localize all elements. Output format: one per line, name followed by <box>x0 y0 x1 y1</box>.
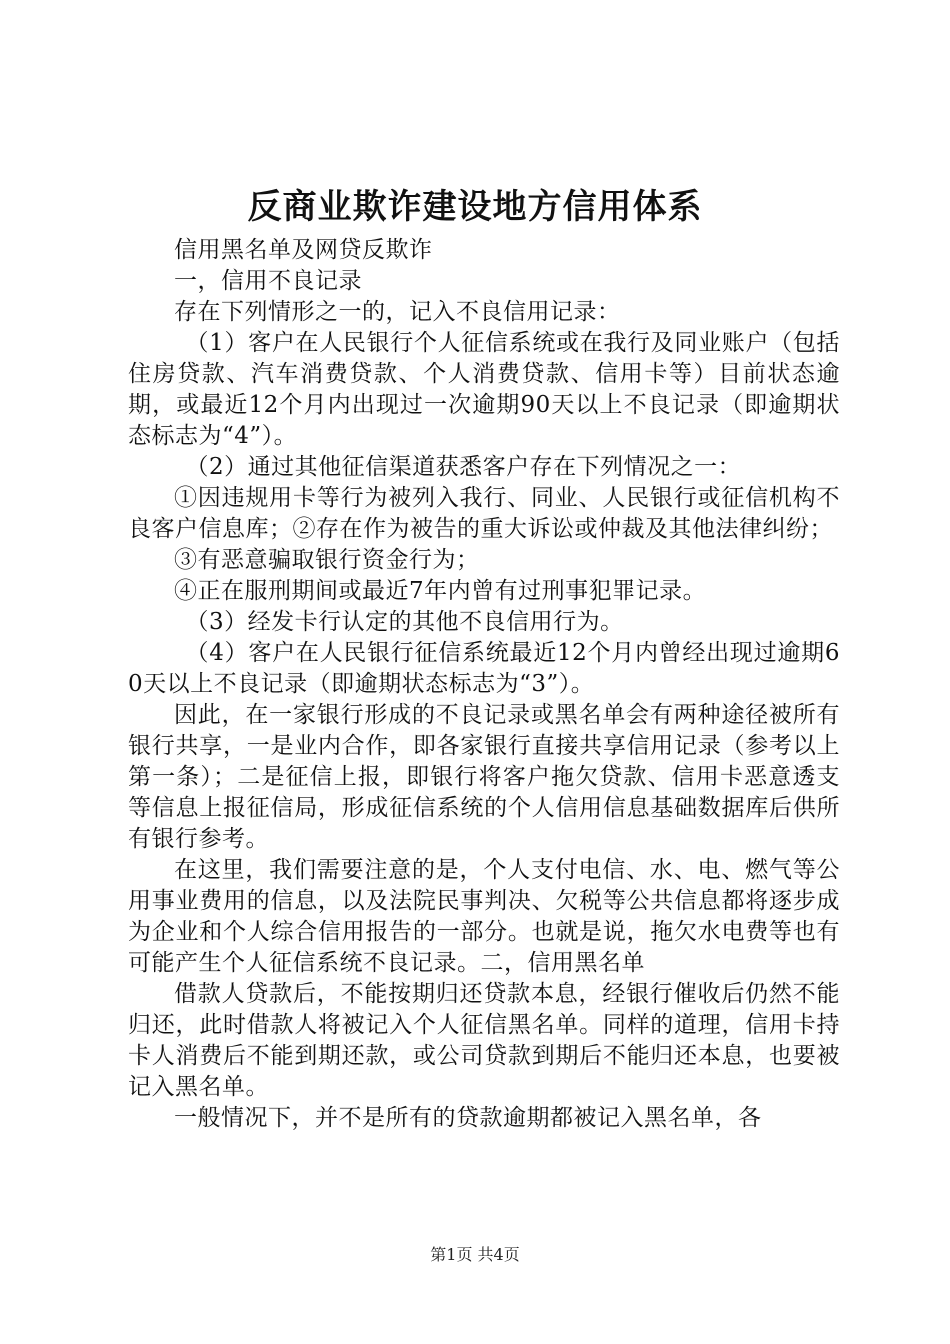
page-footer: 第1页 共4页 <box>430 1245 520 1264</box>
list-item-3: （3）经发卡行认定的其他不良信用行为。 <box>185 609 624 635</box>
paragraph: 一般情况下，并不是所有的贷款逾期都被记入黑名单，各 <box>174 1105 762 1131</box>
sub-item-3: ③有恶意骗取银行资金行为； <box>174 547 480 573</box>
sub-item-4: ④正在服刑期间或最近7年内曾有过刑事犯罪记录。 <box>174 578 707 604</box>
paragraph-subtitle: 信用黑名单及网贷反欺诈 <box>174 237 433 263</box>
paragraph: 存在下列情形之一的，记入不良信用记录： <box>174 299 621 325</box>
list-item-4: （4）客户在人民银行征信系统最近12个月内曾经出现过逾期60天以上不良记录（即逾期状态标志为“3”）。 <box>128 640 840 697</box>
list-item-2: （2）通过其他征信渠道获悉客户存在下列情况之一： <box>185 454 742 480</box>
paragraph: 因此，在一家银行形成的不良记录或黑名单会有两种途径被所有银行共享，一是业内合作，即各家银行直接共享信用记录（参考以上第一条）；二是征信上报，即银行将客户拖欠贷款、信用卡恶意透支等信息上报征信局，形成征信系统的个人信用信息基础数据库后供所有银行参考。 <box>128 702 840 852</box>
sub-item-1-2: ①因违规用卡等行为被列入我行、同业、人民银行或征信机构不良客户信息库；②存在作为被告的重大诉讼或仲裁及其他法律纠纷； <box>128 485 840 542</box>
paragraph: 在这里，我们需要注意的是，个人支付电信、水、电、燃气等公用事业费用的信息，以及法院民事判决、欠税等公共信息都将逐步成为企业和个人综合信用报告的一部分。也就是说，拖欠水电费等也有可能产生个人征信系统不良记录。二，信用黑名单 <box>128 857 840 976</box>
section-heading-1: 一，信用不良记录 <box>174 268 362 294</box>
document-body <box>128 235 840 1134</box>
document-title: 反商业欺诈建设地方信用体系 <box>247 187 703 227</box>
list-item-1: （1）客户在人民银行个人征信系统或在我行及同业账户（包括住房贷款、汽车消费贷款、个人消费贷款、信用卡等）目前状态逾期，或最近12个月内出现过一次逾期90天以上不良记录（即逾期状态标志为“4”）。 <box>128 330 840 449</box>
paragraph: 借款人贷款后，不能按期归还贷款本息，经银行催收后仍然不能归还，此时借款人将被记入个人征信黑名单。同样的道理，信用卡持卡人消费后不能到期还款，或公司贷款到期后不能归还本息，也要被记入黑名单。 <box>128 981 840 1100</box>
